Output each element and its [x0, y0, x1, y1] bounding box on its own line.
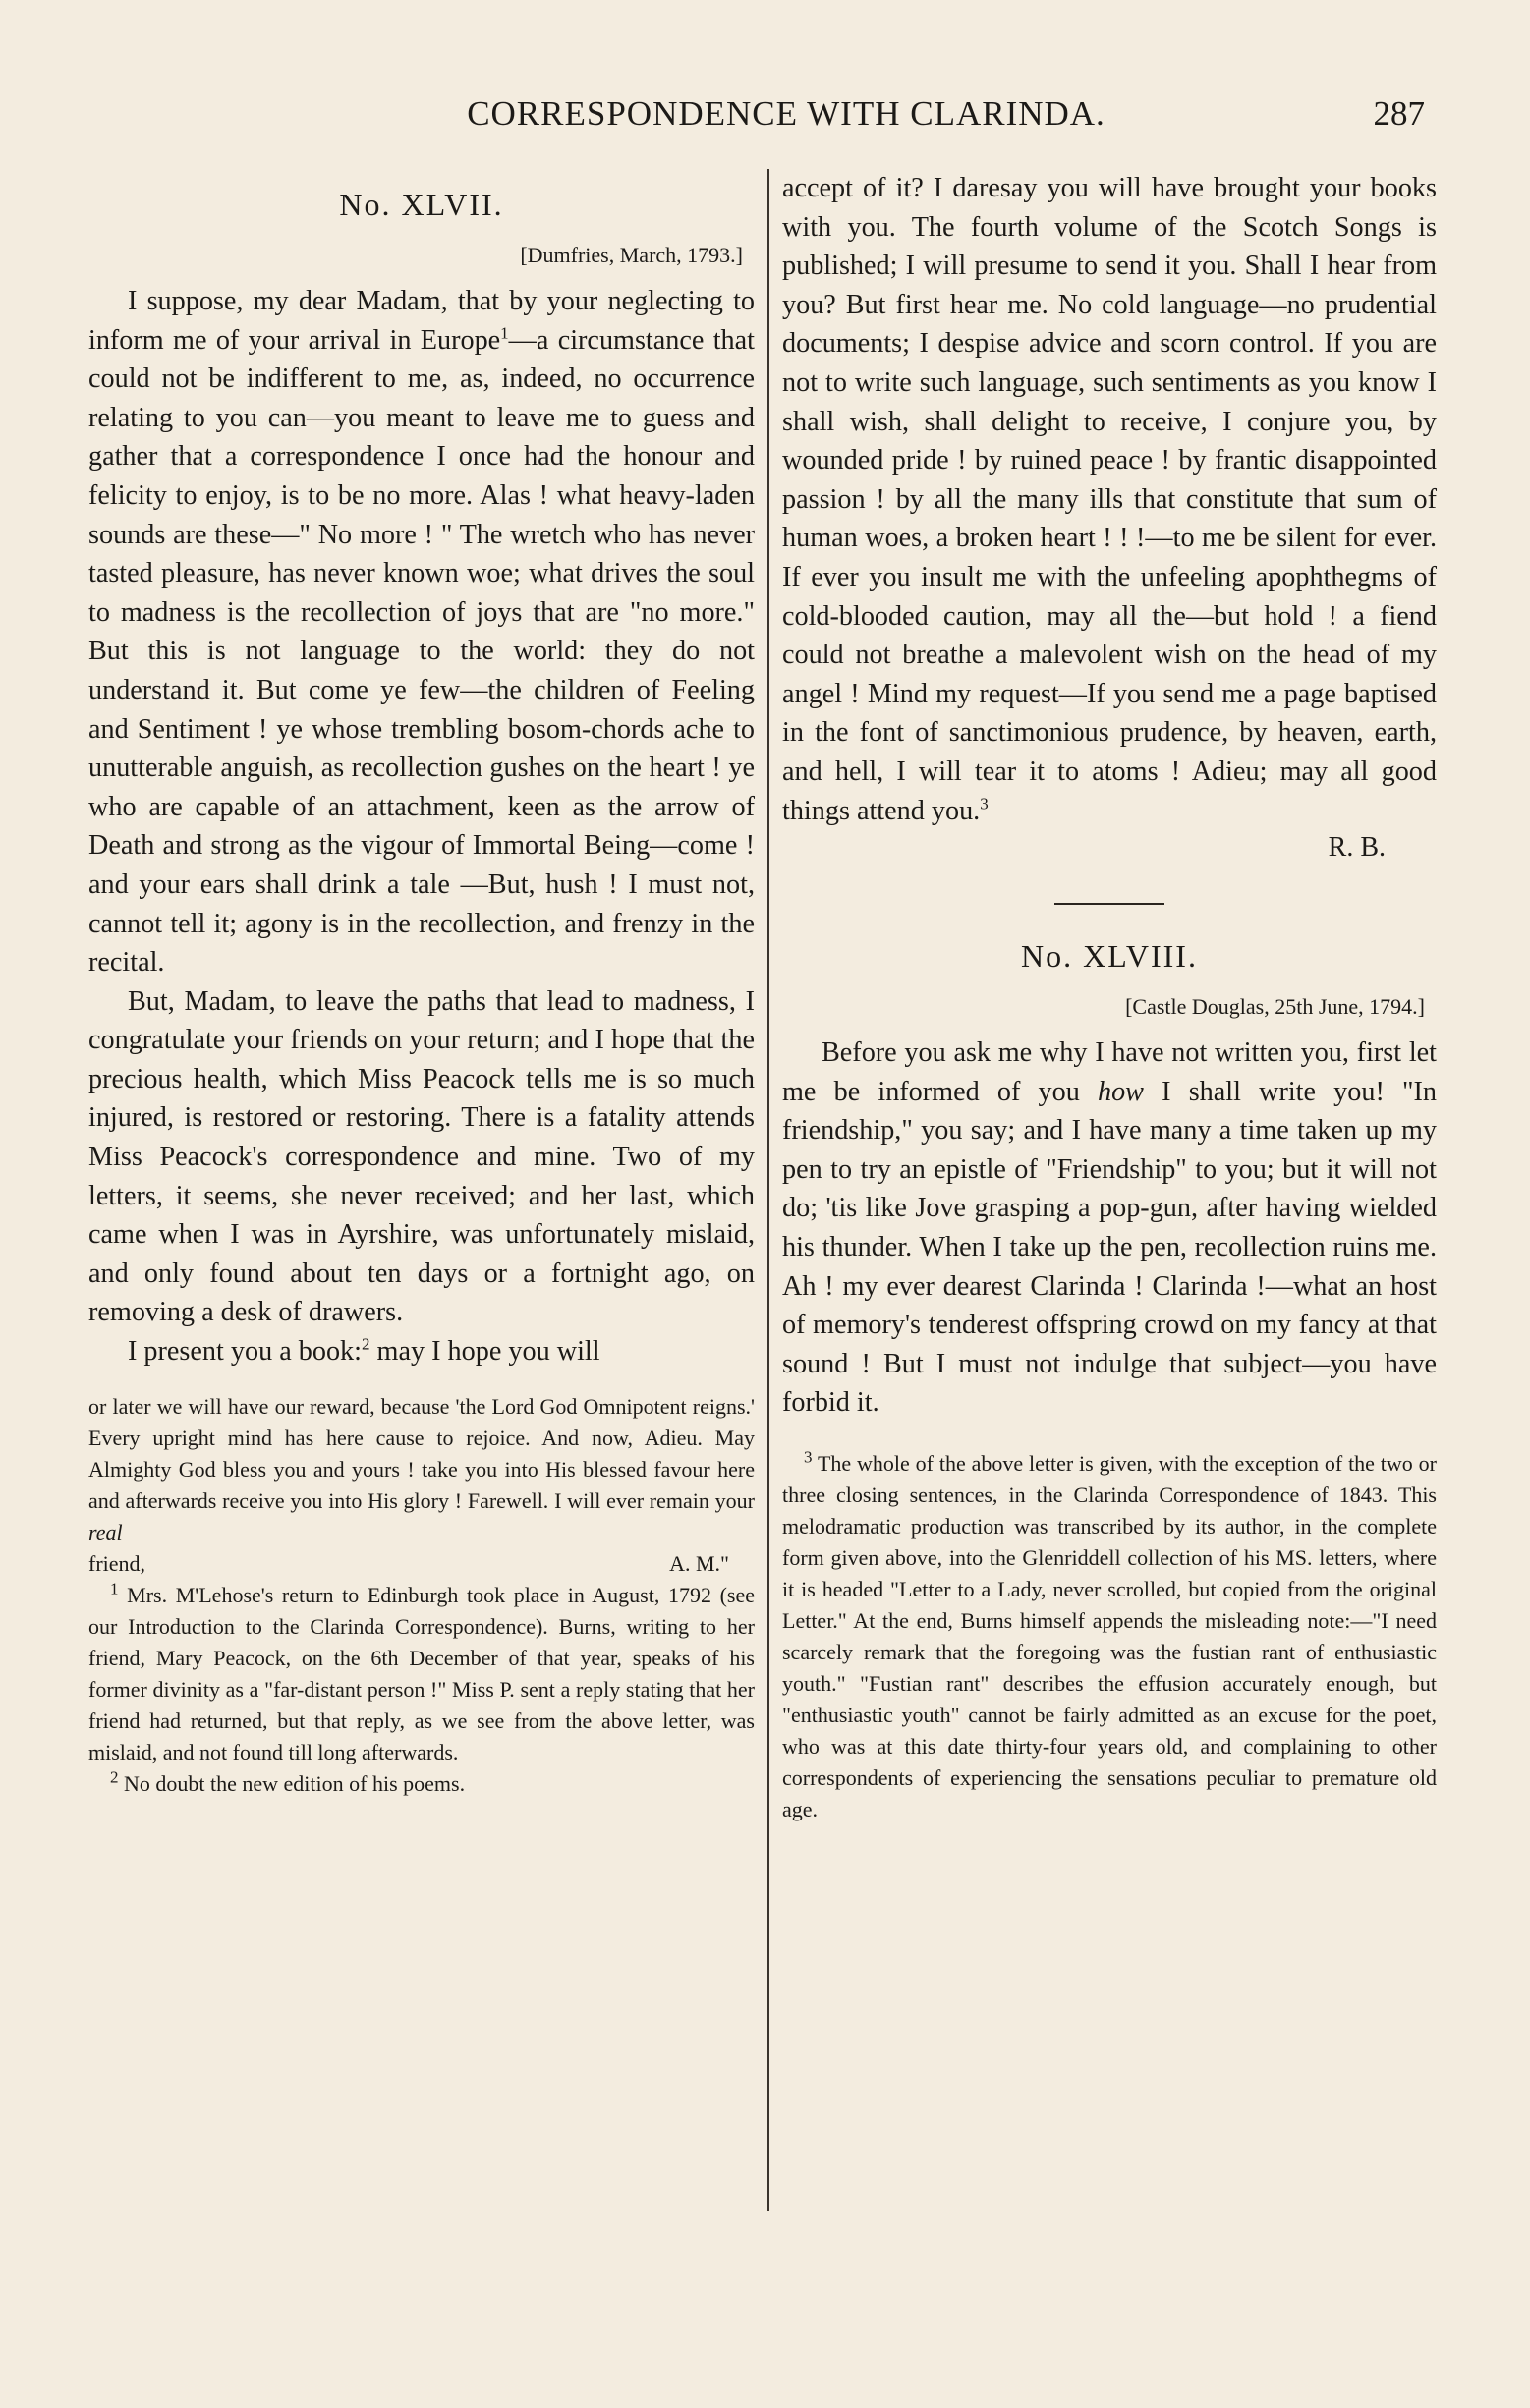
footnote	[88, 1768, 755, 1800]
column-divider	[767, 169, 769, 2211]
letter-paragraph: But, Madam, to leave the paths that lead to madness, I congratulate your friends on your return; and I hope that the precious health, which Miss Peacock tells me is so much injured, is restored or restoring. There is a fatality attends Miss Peacock's correspondence and mine. Two of my letters, it seems, she never received; and her last, which came when I was in Ayrshire, was unfortunately mislaid, and only found about ten days or a fortnight ago, on removing a desk of drawers.	[88, 985, 755, 1328]
footnote-marker: 1	[500, 323, 509, 343]
footnote-marker: 2	[110, 1767, 119, 1787]
footnote-marker: 2	[361, 1334, 370, 1354]
footnotes-right	[782, 1448, 1437, 1825]
footnote	[88, 1580, 755, 1768]
footnote-initials: A. M."	[669, 1550, 729, 1576]
running-head	[344, 94, 1425, 143]
footnote-text: No doubt the new edition of his poems.	[124, 1770, 466, 1796]
footnote-marker: 3	[980, 794, 989, 813]
letter-heading: No. XLVIII.	[1021, 938, 1198, 975]
paragraph-text: I shall write you! "In friendship," you say; and I have many a time taken up my pen to try an epistle of "Friendship" to you; but it will not do; 'tis like Jove grasping a pop-gun, after having wielded his thunder. When I take up the pen, recollection ruins me. Ah ! my ever dearest Clarinda ! Clarinda !—what an host of memory's tenderest offspring crowd on my fancy at that sound ! But I must not indulge that subject—you have forbid it.	[782, 1076, 1437, 1419]
letter-separator	[1054, 903, 1164, 905]
footnote	[782, 1448, 1437, 1825]
running-title: CORRESPONDENCE WITH CLARINDA.	[467, 94, 1105, 133]
letter-body-continued	[782, 169, 1437, 830]
letter-dateline: [Castle Douglas, 25th June, 1794.]	[1125, 994, 1425, 1020]
paragraph-text: Before you ask me why I have not written you, first let me be informed of you	[782, 1037, 1437, 1107]
letter-paragraph	[782, 169, 1437, 830]
footnote-emphasis: real	[88, 1519, 123, 1544]
letter-paragraph	[88, 1332, 755, 1372]
paragraph-text: I present you a book:	[128, 1336, 362, 1368]
paragraph-emphasis: how	[1097, 1076, 1144, 1107]
paragraph-text: accept of it? I daresay you will have brought your books with you. The fourth volume of the Scotch Songs is published; I will presume to send it you. Shall I hear from you? But first hear me. No cold language—no prudential documents; I despise advice and scorn control. If you are not to write such language, such sentiments as you know I shall wish, shall delight to receive, I conjure you, by wounded pride ! by ruined peace ! by frantic disappointed passion ! by all the many ills that constitute that sum of human woes, a broken heart ! ! !—to me be silent for ever. If ever you insult me with the unfeeling apophthegms of cold-blooded caution, may all the—but hold ! a fiend could not breathe a malevolent wish on the head of my angel ! Mind my request—If you send me a page baptised in the font of sanctimonious prudence, by heaven, earth, and hell, I will tear it to atoms ! Adieu; may all good things attend you.	[782, 173, 1437, 826]
paragraph-text: may I hope you will	[369, 1336, 600, 1368]
footnote-signature-line	[88, 1548, 755, 1580]
footnotes-left	[88, 1391, 755, 1800]
letter-paragraph	[88, 282, 755, 982]
page-number: 287	[1373, 94, 1425, 133]
footnote-text: The whole of the above letter is given, with the exception of the two or three closing sentences, in the Clarinda Correspondence of 1843. This melodramatic production was transcribed by its author, in the complete form given above, into the Glenriddell collection of his MS. letters, where it is headed "Letter to a Lady, never scrolled, but copied from the original Letter." At the end, Burns himself appends the misleading note:—"I need scarcely remark that the foregoing was the fustian rant of enthusiastic youth." "Fustian rant" describes the effusion accurately enough, but "enthusiastic youth" cannot be fairly admitted as an excuse for the poet, who was at this date thirty-four years old, and complaining to other correspondents of experiencing the sensations peculiar to premature old age.	[782, 1451, 1437, 1822]
right-column	[782, 169, 1437, 1825]
footnote-text: or later we will have our reward, because 'the Lord God Omnipotent reigns.' Every upright mind has here cause to rejoice. And now, Adieu. May Almighty God bless you and yours ! take you into His blessed favour here and afterwards receive you into His glory ! Farewell. I will ever remain your	[88, 1393, 755, 1513]
footnote-marker: 1	[110, 1579, 119, 1598]
letter-signature: R. B.	[1328, 832, 1386, 864]
paragraph-text: —a circumstance that could not be indifferent to me, as, indeed, no occurrence relating to you can—you meant to leave me to guess and gather that a correspondence I once had the honour and felicity to enjoy, is to be no more. Alas ! what heavy-laden sounds are these—" No more ! " The wretch who has never tasted pleasure, has never known woe; what drives the soul to madness is the recollection of joys that are "no more." But this is not language to the world: they do not understand it. But come ye few—the children of Feeling and Sentiment ! ye whose trembling bosom-chords ache to unutterable anguish, as recollection gushes on the heart ! ye who are capable of an attachment, keen as the arrow of Death and strong as the vigour of Immortal Being—come ! and your ears shall drink a tale —But, hush ! I must not, cannot tell it; agony is in the recollection, and frenzy in the recital.	[88, 324, 755, 979]
footnote-continuation	[88, 1391, 755, 1548]
footnote-text: Mrs. M'Lehose's return to Edinburgh took place in August, 1792 (see our Introduction to the Clarinda Correspondence). Burns, writing to her friend, Mary Peacock, on the 6th December of that year, speaks of his former divinity as a "far-distant person !" Miss P. sent a reply stating that her friend had returned, but that reply, as we see from the above letter, was mislaid, and not found till long afterwards.	[88, 1582, 756, 1764]
paragraph-text: I suppose, my dear Madam, that by your neglecting to inform me of your arrival in Europe	[88, 286, 755, 356]
footnote-text: friend,	[88, 1550, 146, 1576]
letter-paragraph	[782, 1034, 1437, 1423]
footnote-marker: 3	[804, 1447, 813, 1467]
left-column	[88, 169, 755, 1800]
letter-dateline: [Dumfries, March, 1793.]	[520, 243, 743, 267]
letter-body	[88, 282, 755, 1372]
letter-heading: No. XLVII.	[339, 187, 504, 222]
letter-body	[782, 1034, 1437, 1423]
